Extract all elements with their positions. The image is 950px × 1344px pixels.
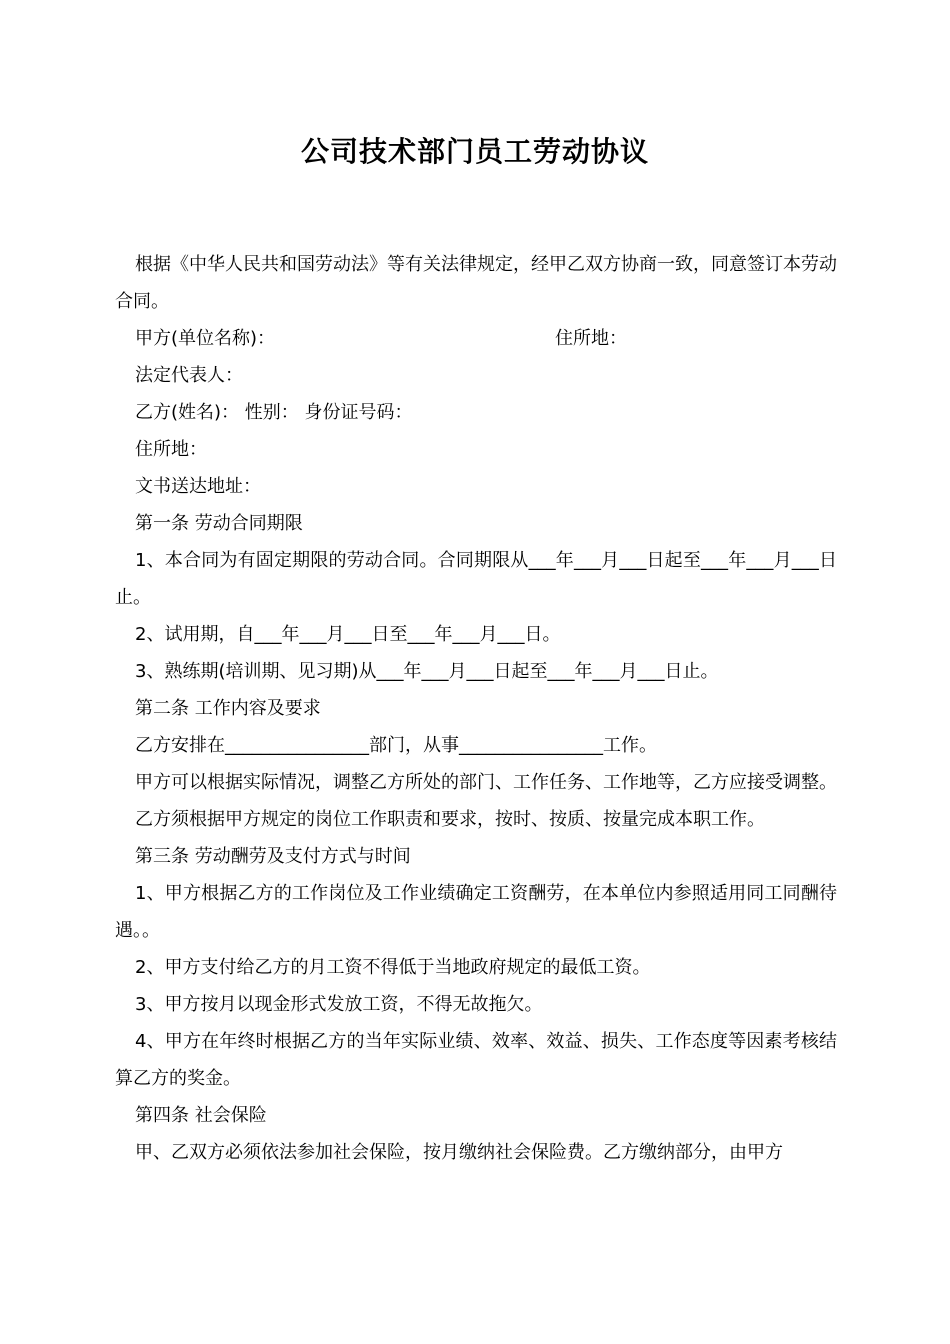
delivery-address-label: 文书送达地址： xyxy=(135,476,261,497)
article-4-title: 第四条 社会保险 xyxy=(135,1105,267,1126)
article-3-clause-4: 4、甲方在年终时根据乙方的当年实际业绩、效率、效益、损失、工作态度等因素考核结算乙方的奖金。 xyxy=(115,1031,837,1089)
party-b-address-label: 住所地： xyxy=(135,439,207,460)
document-title: 公司技术部门员工劳动协议 xyxy=(300,135,649,168)
article-2-title: 第二条 工作内容及要求 xyxy=(135,698,321,719)
article-1-clause-2: 2、试用期，自___年___月___日至___年___月___日。 xyxy=(135,624,561,645)
article-2-para-3: 乙方须根据甲方规定的岗位工作职责和要求，按时、按质、按量完成本职工作。 xyxy=(135,809,765,830)
article-2-para-2: 甲方可以根据实际情况，调整乙方所处的部门、工作任务、工作地等，乙方应接受调整。 xyxy=(135,772,837,793)
intro-paragraph: 根据《中华人民共和国劳动法》等有关法律规定，经甲乙双方协商一致，同意签订本劳动合同。 xyxy=(115,254,837,312)
party-a-name-label: 甲方(单位名称)： xyxy=(135,328,276,349)
document-body xyxy=(115,246,837,1171)
article-2-para-1: 乙方安排在________________部门，从事________________工作。 xyxy=(135,735,657,756)
article-3-clause-1: 1、甲方根据乙方的工作岗位及工作业绩确定工资酬劳，在本单位内参照适用同工同酬待遇。。 xyxy=(115,883,837,941)
legal-rep-label: 法定代表人： xyxy=(135,365,243,386)
article-1-clause-3: 3、熟练期(培训期、见习期)从___年___月___日起至___年___月___日止。 xyxy=(135,661,719,682)
party-b-line: 乙方(姓名)： 性别： 身份证号码： xyxy=(135,402,413,423)
party-a-row xyxy=(115,320,837,357)
article-4-para-1: 甲、乙双方必须依法参加社会保险，按月缴纳社会保险费。乙方缴纳部分，由甲方 xyxy=(135,1142,783,1163)
article-3-clause-3: 3、甲方按月以现金形式发放工资，不得无故拖欠。 xyxy=(135,994,543,1015)
article-1-clause-1: 1、本合同为有固定期限的劳动合同。合同期限从___年___月___日起至___年___月___日止。 xyxy=(115,550,837,608)
article-3-title: 第三条 劳动酬劳及支付方式与时间 xyxy=(135,846,411,867)
article-3-clause-2: 2、甲方支付给乙方的月工资不得低于当地政府规定的最低工资。 xyxy=(135,957,651,978)
party-a-address-label: 住所地： xyxy=(555,328,627,349)
article-1-title: 第一条 劳动合同期限 xyxy=(135,513,303,534)
